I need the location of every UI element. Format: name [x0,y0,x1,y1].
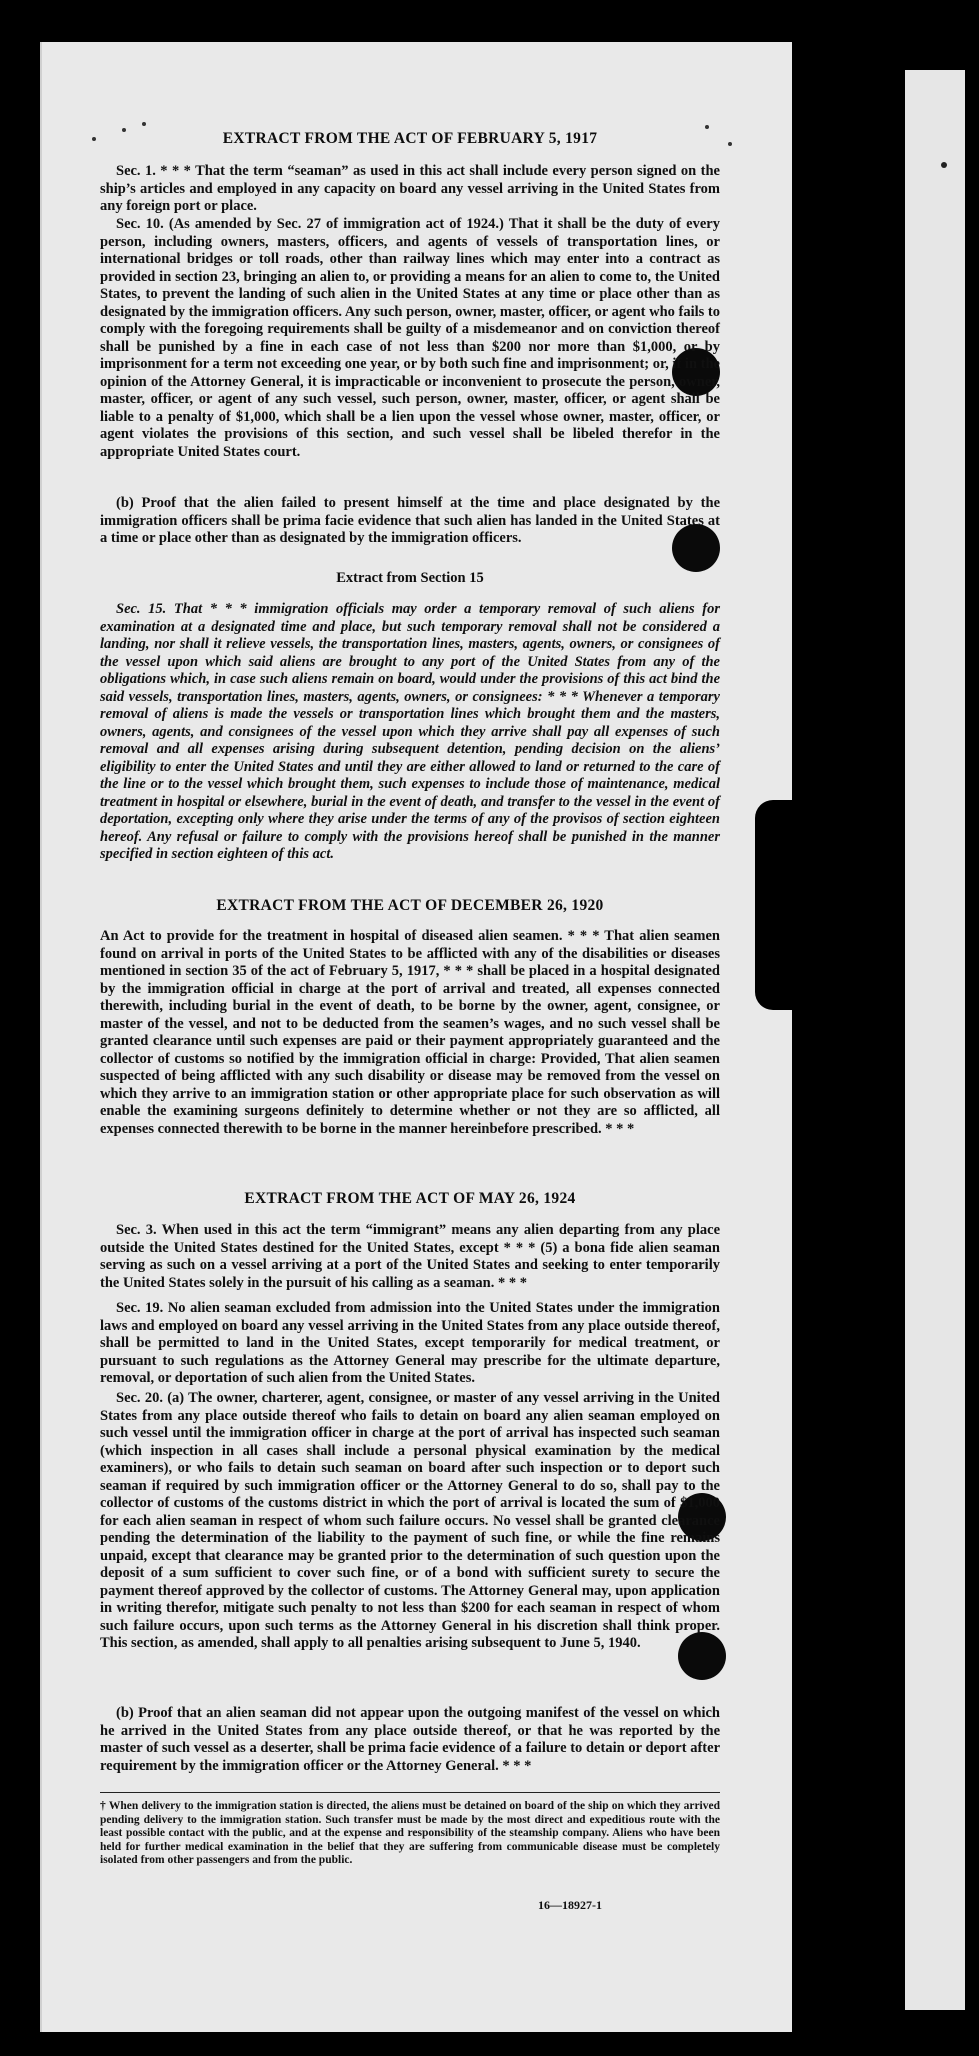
section-20b-text: (b) Proof that an alien seaman did not appear upon the outgoing manifest of the vessel on which he arrived in the United States from any place outside thereof, or that he was reported by the master of such vessel as a deserter, shall be prima facie evidence of a failure to detain or deport after requirement by the immigration officer or the Attorney General. * * * [100,1705,720,1774]
section-15-text: Sec. 15. That * * * immigration officials may order a temporary removal of such aliens for examination at a designated time and place, but such temporary removal shall not be considered a landing, nor shall it relieve vessels, the transportation lines, masters, agents, owners, or consignees of the vessel upon which said aliens are brought to any port of the United States from any of the obligations which, in case such aliens remain on board, would under the provisions of this act bind the said vessels, transportation lines, masters, agents, owners, or consignees: * * * Whenever a temporary removal of aliens is made the vessels or transportation lines which brought them and the masters, owners, agents, and consignees of the vessel upon which they arrive shall pay all expenses of such removal and all expenses arising during subsequent detention, pending decision on the aliens’ eligibility to enter the United States and until they are either allowed to land or returned to the care of the line or to the vessel which brought them, such expenses to include those of maintenance, medical treatment in hospital or elsewhere, burial in the event of death, and transfer to the vessel in the event of deportation, excepting only where they arise under the terms of any of the provisos of section eighteen hereof. Any refusal or failure to comply with the provisions hereof shall be punished in the manner specified in section eighteen of this act. [100,601,720,862]
section-10-text: Sec. 10. (As amended by Sec. 27 of immigration act of 1924.) That it shall be the duty of every person, including owners, masters, officers, and agents of vessels of transportation lines, or international bridges or toll roads, other than railway lines which may enter into a contract as provided in section 23, bringing an alien to, or providing a means for an alien to come to, the United States, to prevent the landing of such alien in the United States at any time or place other than as designated by the immigration officers. Any such person, owner, master, officer, or agent who fails to comply with the foregoing requirements shall be guilty of a misdemeanor and on conviction thereof shall be punished by a fine in each case of not less than $200 nor more than $1,000, or by imprisonment for a term not exceeding one year, or by both such fine and imprisonment; or, if in the opinion of the Attorney General, it is impracticable or inconvenient to prosecute the person, owner, master, officer, or agent of any such vessel, such person, owner, master, officer, or agent shall be liable to a penalty of $1,000, which shall be a lien upon the vessel whose owner, master, officer, or agent violates the provisions of this section, and such vessel shall be libeled therefor in the appropriate United States court. [100,216,720,460]
adjacent-page-strip [905,70,965,2010]
heading-act-1920: EXTRACT FROM THE ACT OF DECEMBER 26, 1920 [216,897,604,914]
scan-speck [92,137,96,141]
section-3-text: Sec. 3. When used in this act the term “immigrant” means any alien departing from any place outside the United States destined for the United States, except * * * (5) a bona fide alien seaman serving as such on a vessel arriving at a port of the United States and seeking to enter temporarily the United States solely in the pursuit of his calling as a seaman. * * * [100,1222,720,1291]
section-10b-text: (b) Proof that the alien failed to present himself at the time and place designated by the immigration officers shall be prima facie evidence that such alien has landed in the United States at a time or place other than as designated by the immigration officers. [100,495,720,546]
scan-speck [728,142,732,146]
subheading-section-15: Extract from Section 15 [336,570,484,586]
footnote-text: † When delivery to the immigration station is directed, the aliens must be detained on board of the ship on which they arrived pending delivery to the immigration station. Such transfer must be made by the most direct and expeditious route with the least possible contact with the public, and at the expense and responsibility of the steamship company. Aliens who have been held for further medical examination in the belief that they are suffering from communicable disease must be completely isolated from other passengers and from the public. [100,1800,720,1866]
footnote-rule [100,1792,720,1793]
scan-speck [142,122,146,126]
section-1-text: Sec. 1. * * * That the term “seaman” as used in this act shall include every person signed on the ship’s articles and employed in any capacity on board any vessel arriving in the United States from any foreign port or place. [100,163,720,214]
section-19-text: Sec. 19. No alien seaman excluded from admission into the United States under the immigration laws and employed on board any vessel arriving in the United States from any place outside thereof, shall be permitted to land in the United States, except temporarily for medical treatment, or pursuant to such regulations as the Attorney General may prescribe for the ultimate departure, removal, or deportation of such alien from the United States. [100,1300,720,1386]
form-number: 16—18927-1 [538,1898,602,1912]
heading-act-1924: EXTRACT FROM THE ACT OF MAY 26, 1924 [244,1190,576,1207]
heading-act-1917: EXTRACT FROM THE ACT OF FEBRUARY 5, 1917 [222,130,598,147]
section-20-text: Sec. 20. (a) The owner, charterer, agent, consignee, or master of any vessel arriving in the United States from any place outside thereof who fails to detain on board any alien seaman employed on such vessel until the immigration officer in charge at the port of arrival has inspected such seaman (which inspection in all cases shall include a personal physical examination by the medical examiners), or who fails to detain such seaman on board after such inspection or to deport such seaman if required by such immigration officer or the Attorney General to do so, shall pay to the collector of customs of the customs district in which the port of arrival is located the sum of $1,000 for each alien seaman in respect of whom such failure occurs. No vessel shall be granted clearance pending the determination of the liability to the payment of such fine, or while the fine remains unpaid, except that clearance may be granted prior to the determination of such question upon the deposit of a sum sufficient to cover such fine, or of a bond with sufficient surety to secure the payment thereof approved by the collector of customs. The Attorney General may, upon application in writing therefor, mitigate such penalty to not less than $200 for each seaman in respect of whom such failure occurs, upon such terms as the Attorney General in his discretion shall think proper. This section, as amended, shall apply to all penalties arising subsequent to June 5, 1940. [100,1390,720,1651]
scan-speck [705,125,709,129]
strip-mark [941,162,947,168]
torn-edge [755,800,795,1010]
act-1920-text: An Act to provide for the treatment in hospital of diseased alien seamen. * * * That alien seamen found on arrival in ports of the United States to be afflicted with any of the disabilities or diseases mentioned in section 35 of the act of February 5, 1917, * * * shall be placed in a hospital designated by the immigration official in charge at the port of arrival and treated, all expenses connected therewith, including burial in the event of death, to be borne by the owner, agent, consignee, or master of the vessel, and not to be deducted from the seamen’s wages, and no such vessel shall be granted clearance until such expenses are paid or their payment appropriately guaranteed and the collector of customs so notified by the immigration official in charge: Provided, That alien seamen suspected of being afflicted with any such disability or disease may be removed from the vessel on which they arrive to an immigration station or other appropriate place for such observation as will enable the examining surgeons definitely to determine whether or not they are so afflicted, all expenses connected therewith to be borne in the manner hereinbefore prescribed. * * * [100,928,720,1137]
